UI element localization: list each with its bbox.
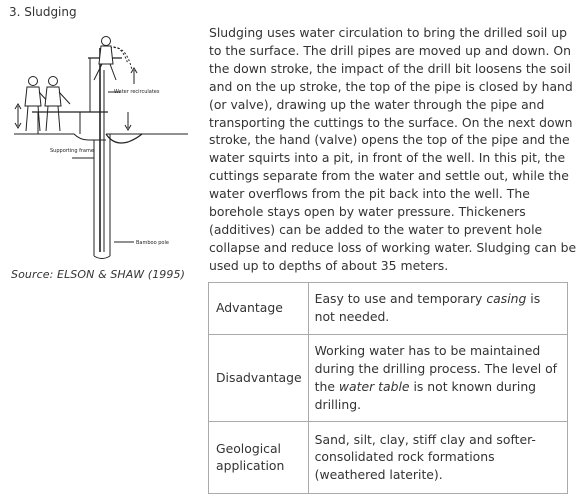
disadvantage-term-water-table: water table <box>338 378 410 394</box>
row-value <box>308 283 567 335</box>
advantage-term-casing: casing <box>486 291 527 306</box>
figure-source: Source: ELSON & SHAW (1995) <box>11 268 185 281</box>
row-label: Advantage <box>209 283 309 335</box>
disadvantage-text-b: is not known during drilling. <box>314 378 537 412</box>
section-heading: 3. Sludging <box>9 5 77 19</box>
frame-label: Supporting frame <box>50 148 94 154</box>
workers <box>25 37 116 132</box>
sludging-description: Sludging uses water circulation to bring the drilled soil up to the surface. The drill pipes are moved up and down. On the down stroke, the impact of the drill bit loosens the soil and on the up stroke, the top of the pipe is closed by hand (or valve), drawing up the water through the pipe and transporting the cuttings to the surface. On the next down stroke, the hand (valve) opens the top of the pipe and the water squirts into a pit, in front of the well. In this pit, the cuttings separate from the water and settle out, while the water overflows from the pit back into the well. The borehole stays open by water pressure. Thickeners (additives) can be added to the water to prevent hole collapse and reduce loss of working water. Sludging can be used up to depths of about 35 meters. <box>209 25 577 273</box>
table-row-disadvantage <box>209 334 568 422</box>
row-value: Sand, silt, clay, stiff clay and softer-consolidated rock formations (weathered laterite). <box>308 422 567 494</box>
water-label: Water recirculates <box>114 89 160 95</box>
sludging-illustration <box>10 30 196 262</box>
pole-label: Bamboo pole <box>136 240 169 246</box>
disadvantage-text-a: Working water has to be maintained during the drilling process. The level of the <box>314 342 558 394</box>
advantage-text-a: Easy to use and temporary <box>314 291 487 306</box>
advantage-text-b: is not needed. <box>314 291 541 324</box>
properties-table <box>208 282 568 494</box>
table-row-geological-application <box>209 422 568 494</box>
table-row-advantage <box>209 283 568 335</box>
pit <box>106 134 142 143</box>
ground-line <box>14 134 106 140</box>
row-value <box>308 334 567 422</box>
row-label: Disadvantage <box>209 334 309 422</box>
row-label: Geological application <box>209 422 309 494</box>
